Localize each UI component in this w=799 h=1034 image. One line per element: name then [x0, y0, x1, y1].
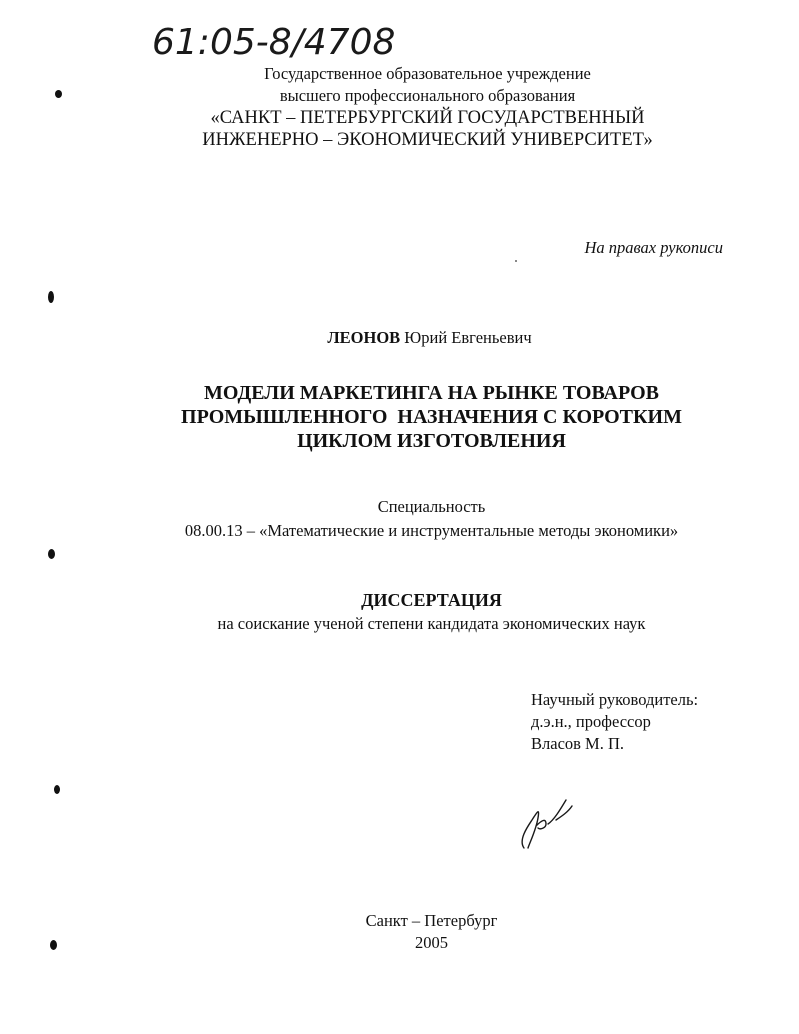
- dissertation-block: [32, 588, 799, 636]
- dissertation-heading: ДИССЕРТАЦИЯ: [361, 590, 502, 610]
- handwritten-archive-code: [148, 14, 448, 64]
- title-line-3: ЦИКЛОМ ИЗГОТОВЛЕНИЯ: [297, 430, 566, 452]
- author-surname: ЛЕОНОВ: [327, 328, 401, 347]
- city: Санкт – Петербург: [365, 911, 498, 930]
- thesis-title: [32, 381, 799, 453]
- supervisor-name: Власов М. П.: [531, 734, 625, 753]
- punch-hole-mark: [54, 785, 60, 794]
- title-line-2: ПРОМЫШЛЕННОГО НАЗНАЧЕНИЯ С КОРОТКИМ: [181, 406, 682, 428]
- supervisor-degree: д.э.н., профессор: [531, 712, 651, 731]
- year: 2005: [415, 933, 448, 952]
- author-name: [30, 328, 799, 348]
- place-and-year: [32, 910, 799, 954]
- supervisor-block: [531, 689, 698, 755]
- dissertation-subtitle: на соискание ученой степени кандидата экономических наук: [217, 614, 646, 633]
- punch-hole-mark: [48, 549, 55, 559]
- handwritten-code-text: 61:05-8/4708: [152, 22, 396, 63]
- institution-line-2: высшего профессионального образования: [279, 86, 576, 105]
- institution-header: [28, 63, 799, 151]
- punch-hole-mark: [48, 291, 54, 303]
- institution-line-4: ИНЖЕНЕРНО – ЭКОНОМИЧЕСКИЙ УНИВЕРСИТЕТ»: [202, 130, 653, 150]
- supervisor-label: Научный руководитель:: [531, 690, 699, 709]
- title-line-1: МОДЕЛИ МАРКЕТИНГА НА РЫНКЕ ТОВАРОВ: [204, 382, 659, 404]
- scan-speck: [515, 260, 517, 262]
- institution-line-3: «САНКТ – ПЕТЕРБУРГСКИЙ ГОСУДАРСТВЕННЫЙ: [210, 108, 645, 128]
- rights-note: На правах рукописи: [584, 238, 723, 257]
- speciality-block: [32, 495, 799, 543]
- speciality-value: 08.00.13 – «Математические и инструментальные методы экономики»: [184, 521, 679, 540]
- speciality-label: Специальность: [377, 497, 486, 516]
- punch-hole-mark: [50, 940, 57, 950]
- handwritten-signature: [510, 790, 590, 860]
- punch-hole-mark: [55, 90, 62, 98]
- institution-line-1: Государственное образовательное учреждение: [264, 64, 591, 83]
- author-given-names: Юрий Евгеньевич: [404, 328, 532, 347]
